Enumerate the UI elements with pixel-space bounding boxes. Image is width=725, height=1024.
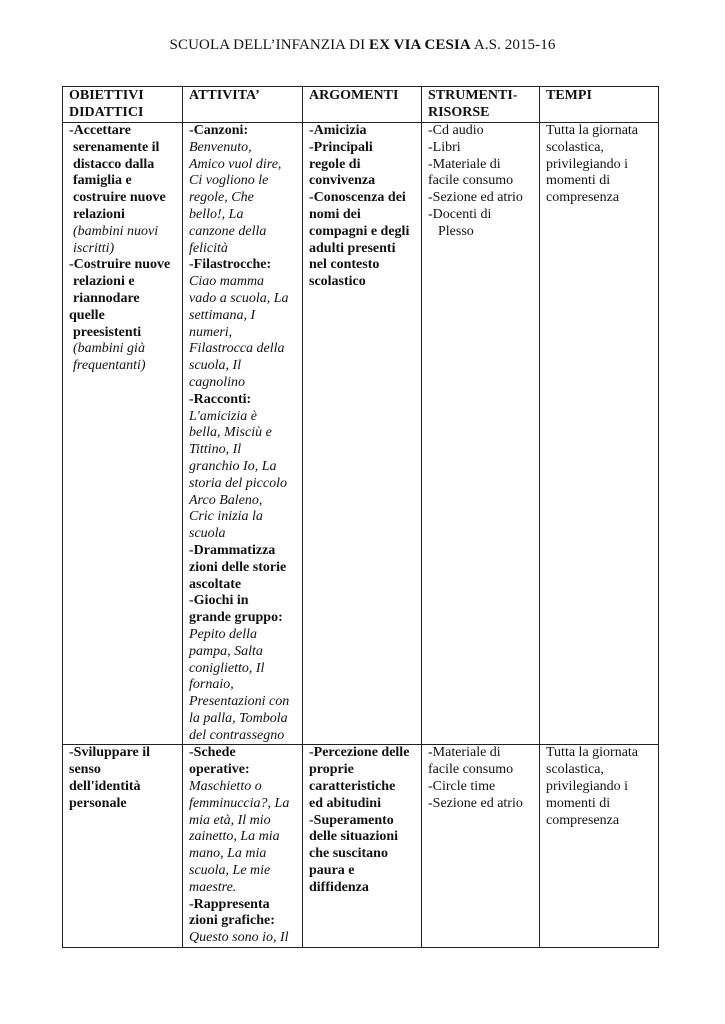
lesson-plan-table <box>62 86 659 948</box>
cell-argomenti: -Amicizia -Principali regole di convivenza -Conoscenza dei nomi dei compagni e degli adulti presenti nel contesto scolastico <box>303 123 422 745</box>
table-row <box>63 745 659 948</box>
cell-argomenti: -Percezione delle proprie caratteristiche ed abitudini -Superamento delle situazioni che suscitano paura e diffidenza <box>303 745 422 948</box>
cell-tempi: Tutta la giornata scolastica, privilegiando i momenti di compresenza <box>540 745 659 948</box>
cell-attivita: -Canzoni: Benvenuto, Amico vuol dire, Ci vogliono le regole, Che bello!, La canzone della felicità -Filastrocche: Ciao mamma vado a scuola, La settimana, I numeri, Filastrocca della scuola, Il cagnolino -Racconti: L'amicizia è bella, Misciù e Tittino, Il granchio Io, La storia del piccolo Arco Baleno, Cric inizia la scuola -Drammatizza zioni delle storie ascoltate -Giochi in grande gruppo: Pepito della pampa, Salta coniglietto, Il fornaio, Presentazioni con la palla, Tombola del contrassegno <box>183 123 303 745</box>
header-strumenti: STRUMENTI- RISORSE <box>422 87 540 123</box>
header-prefix: SCUOLA DELL’INFANZIA DI <box>169 37 370 53</box>
table-header-row <box>63 87 659 123</box>
header-obiettivi: OBIETTIVI DIDATTICI <box>63 87 183 123</box>
page-header <box>0 37 725 54</box>
cell-obiettivi: -Accettare serenamente il distacco dalla famiglia e costruire nuove relazioni (bambini nuovi iscritti) -Costruire nuove relazioni e riannodare quelle preesistenti (bambini già frequentanti) <box>63 123 183 745</box>
cell-strumenti: -Cd audio -Libri -Materiale di facile consumo -Sezione ed atrio -Docenti di Plesso <box>422 123 540 745</box>
cell-attivita: -Schede operative: Maschietto o femminuccia?, La mia età, Il mio zainetto, La mia mano, La mia scuola, Le mie maestre. -Rappresenta zioni grafiche: Questo sono io, Il <box>183 745 303 948</box>
cell-tempi: Tutta la giornata scolastica, privilegiando i momenti di compresenza <box>540 123 659 745</box>
header-location: EX VIA CESIA <box>369 37 471 53</box>
table-row <box>63 123 659 745</box>
header-argomenti: ARGOMENTI <box>303 87 422 123</box>
cell-obiettivi: -Sviluppare il senso dell'identità personale <box>63 745 183 948</box>
header-suffix: A.S. 2015-16 <box>470 37 556 53</box>
cell-strumenti: -Materiale di facile consumo -Circle time -Sezione ed atrio <box>422 745 540 948</box>
header-tempi: TEMPI <box>540 87 659 123</box>
header-attivita: ATTIVITA’ <box>183 87 303 123</box>
